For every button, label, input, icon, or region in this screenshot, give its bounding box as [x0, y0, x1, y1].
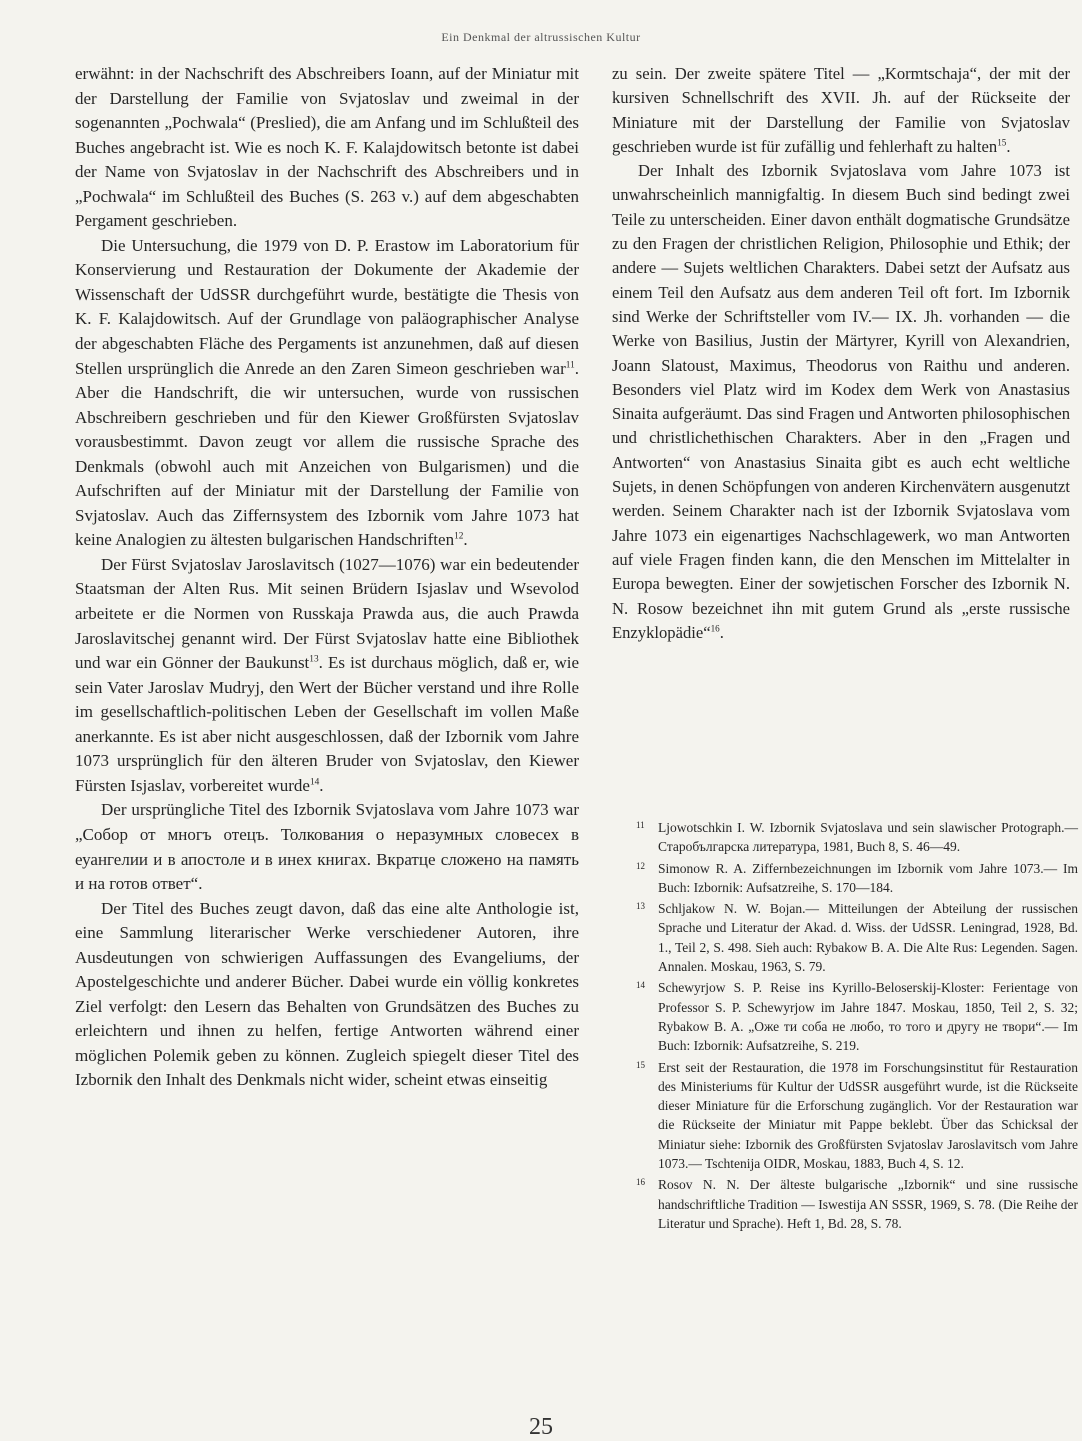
footnote-text: Schewyrjow S. P. Reise ins Kyrillo-Beloserskij-Kloster: Ferientage von Professor S. P. Schewyrjow im Jahre 1847. Moskau, 1850, Teil 2, S. 32; Rybakow B. A. „Оже ти соба не любо, то того и другу не твори“.— Im Buch: Izbornik: Aufsatzreihe, S. 219.: [658, 980, 1078, 1054]
footnote-ref[interactable]: 16: [710, 623, 720, 634]
footnotes: [636, 818, 1078, 1235]
paragraph: Der ursprüngliche Titel des Izbornik Svjatoslava vom Jahre 1073 war „Собор от многъ отецъ. Толкования о неразумных словесех в еуангелии и в апостоле и в инех книгах. Вкратце сложено на память и на готов ответ“.: [75, 800, 579, 894]
left-column: [75, 62, 579, 1093]
footnote-number: 11: [636, 820, 645, 830]
footnote: [636, 978, 1078, 1055]
footnote-number: 16: [636, 1177, 645, 1188]
paragraph: zu sein. Der zweite spätere Titel — „Kormtschaja“, der mit der kursiven Schnellschrift des XVII. Jh. auf der Rückseite der Miniature mit der Darstellung der Familie von Svjatoslav geschrieben wurde ist für zufällig und fehlerhaft zu halten$^{15}$.: [612, 64, 1070, 156]
footnote-number: 12: [636, 860, 645, 871]
footnote-number: 13: [636, 901, 645, 912]
footnote: [636, 859, 1078, 898]
footnote-text: Rosov N. N. Der älteste bulgarische „Izbornik“ und sine russische handschriftliche Tradition — Iswestija AN SSSR, 1969, S. 78. (Die Reihe der Literatur und Sprache). Heft 1, Bd. 28, S. 78.: [658, 1177, 1078, 1231]
right-column: [612, 62, 1070, 645]
footnote-ref[interactable]: 13: [309, 654, 319, 665]
footnote-ref[interactable]: 14: [309, 777, 320, 788]
paragraph: erwähnt: in der Nachschrift des Abschreibers Ioann, auf der Miniatur mit der Darstellung der Familie von Svjatoslav und zweimal in der sogenannten „Pochwala“ (Preslied), die am Anfang und im Schlußteil des Buches angebracht ist. Wie es noch K. F. Kalajdowitsch betonte ist dabei der Name von Svjatoslav in der Nachschrift des Abschreibers und in „Pochwala“ im Schlußteil des Buches (S. 263 v.) auf dem abgeschabten Pergament geschrieben.: [75, 64, 579, 231]
footnote-text: Erst seit der Restauration, die 1978 im Forschungsinstitut für Restauration des Ministeriums für Kultur der UdSSR ausgeführt wurde, ist die Rückseite dieser Miniature für die Erforschung zugänglich. Vor der Restauration war die Rückseite der Miniatur mit Pappe beklebt. Über das Schicksal der Miniatur siehe: Izbornik des Großfürsten Svjatoslav Jaroslavitsch vom Jahre 1073.— Tschtenija OIDR, Moskau, 1883, Buch 4, S. 12.: [658, 1059, 1078, 1172]
footnote-ref[interactable]: 12: [454, 531, 464, 542]
footnote-text: Simonow R. A. Ziffernbezeichnungen im Izbornik vom Jahre 1073.— Im Buch: Izbornik: Aufsatzreihe, S. 170—184.: [658, 860, 1078, 895]
paragraph: Die Untersuchung, die 1979 von D. P. Erastow im Laboratorium für Konservierung und Restauration der Dokumente der Akademie der Wissenschaft der UdSSR durchgeführt wurde, bestätigte die Thesis von K. F. Kalajdowitsch. Auf der Grundlage von paläographischer Analyse der abgeschabten Fläche des Pergaments ist anzunehmen, daß auf diesen Stellen ursprünglich die Anrede an den Zaren Simeon geschrieben war$^{11}$. Aber die Handschrift, die wir untersuchen, wurde von russischen Abschreibern geschrieben und für den Kiewer Großfürsten Svjatoslav vorausbestimmt. Davon zeugt vor allem die russische Sprache des Denkmals (obwohl auch mit Anzeichen von Bulgarismen) und die Aufschriften auf der Miniatur mit der Darstellung der Familie von Svjatoslav. Auch das Ziffernsystem des Izbornik vom Jahre 1073 hat keine Analogien zu ältesten bulgarischen Handschriften$^{12}$.: [75, 235, 579, 550]
running-head: Ein Denkmal der altrussischen Kultur: [441, 30, 641, 44]
footnote-number: 15: [636, 1059, 645, 1070]
page-number: 25: [529, 1414, 553, 1440]
footnote-ref[interactable]: 11: [565, 360, 575, 371]
paragraph: Der Titel des Buches zeugt davon, daß das eine alte Anthologie ist, eine Sammlung literarischer Werke verschiedener Autoren, ihre Ausdeutungen von schwierigen Auffassungen des Evangeliums, der Apostelgeschichte und anderer Bücher. Dabei wurde ein völlig konkretes Ziel verfolgt: den Lesern das Behalten von Grundsätzen des Buches zu erleichtern und ihnen zu helfen, fertige Antworten während einer möglichen Polemik geben zu können. Zugleich spiegelt dieser Titel des Izbornik den Inhalt des Denkmals nicht wider, scheint etwas einseitig: [75, 898, 579, 1090]
footnote-number: 14: [636, 980, 645, 991]
footnote-text: Schljakow N. W. Bojan.— Mitteilungen der Abteilung der russischen Sprache und Literatur der Akad. d. Wiss. der UdSSR. Leningrad, 1928, Bd. 1., Teil 2, S. 498. Sieh auch: Rybakow B. A. Die Alte Rus: Legenden. Sagen. Annalen. Moskau, 1963, S. 79.: [658, 901, 1078, 975]
footnote: [636, 1175, 1078, 1233]
footnote: [636, 818, 1078, 857]
footnote-text: Ljowotschkin I. W. Izbornik Svjatoslava und sein slawischer Protograph.— Старобългарска литература, 1981, Buch 8, S. 46—49.: [658, 820, 1078, 855]
paragraph: Der Fürst Svjatoslav Jaroslavitsch (1027—1076) war ein bedeutender Staatsman der Alten Rus. Mit seinen Brüdern Isjaslav und Wsevolod arbeitete er die Normen von Russkaja Prawda aus, die auch Prawda Jaroslavitschej genannt wird. Der Fürst Svjatoslav hatte eine Bibliothek und war ein Gönner der Baukunst$^{13}$. Es ist durchaus möglich, daß er, wie sein Vater Jaroslav Mudryj, den Wert der Bücher verstand und ihre Rolle im gesellschaftlich-politischen Leben der Gesellschaft im vollen Maße anerkannte. Es ist aber nicht ausgeschlossen, daß der Izbornik vom Jahre 1073 ursprünglich für den älteren Bruder von Svjatoslav, den Kiewer Fürsten Isjaslav, vorbereitet wurde$^{14}$.: [75, 554, 579, 795]
paragraph: Der Inhalt des Izbornik Svjatoslava vom Jahre 1073 ist unwahrscheinlich mannigfaltig. In diesem Buch sind bedingt zwei Teile zu unterscheiden. Einer davon enthält dogmatische Grundsätze zu den Fragen der christlichen Religion, Philosophie und Ethik; der andere — Sujets weltlichen Charakters. Dabei setzt der Aufsatz aus einem Teil den Aufsatz aus dem anderen Teil oft fort. Im Izbornik sind Werke der Schriftsteller vom IV.— IX. Jh. vorhanden — die Werke von Basilius, Justin der Märtyrer, Kyrill von Alexandrien, Joann Slatoust, Maximus, Theodorus von Raithu und anderen. Besonders viel Platz wird im Kodex dem Werk von Anastasius Sinaita aufgeräumt. Das sind Fragen und Antworten philosophischen und christlichethischen Charakters. Aber in den „Fragen und Antworten“ von Anastasius Sinaita gibt es auch echt weltliche Sujets, in denen Schöpfungen von anderen Kirchenvätern ausgenutzt werden. Seinem Charakter nach ist der Izbornik Svjatoslava vom Jahre 1073 ein eigenartiges Nachschlagewerk, wo man Antworten auf viele Fragen finden kann, die den Menschen im Mittelalter in Europa bewegten. Einer der sowjetischen Forscher des Izbornik N. N. Rosow bezeichnet ihn mit gutem Grund als „erste russische Enzyklopädie“$^{16}$.: [612, 161, 1070, 642]
footnote: [636, 1058, 1078, 1174]
footnote: [636, 899, 1078, 976]
footnote-ref[interactable]: 15: [997, 137, 1007, 148]
